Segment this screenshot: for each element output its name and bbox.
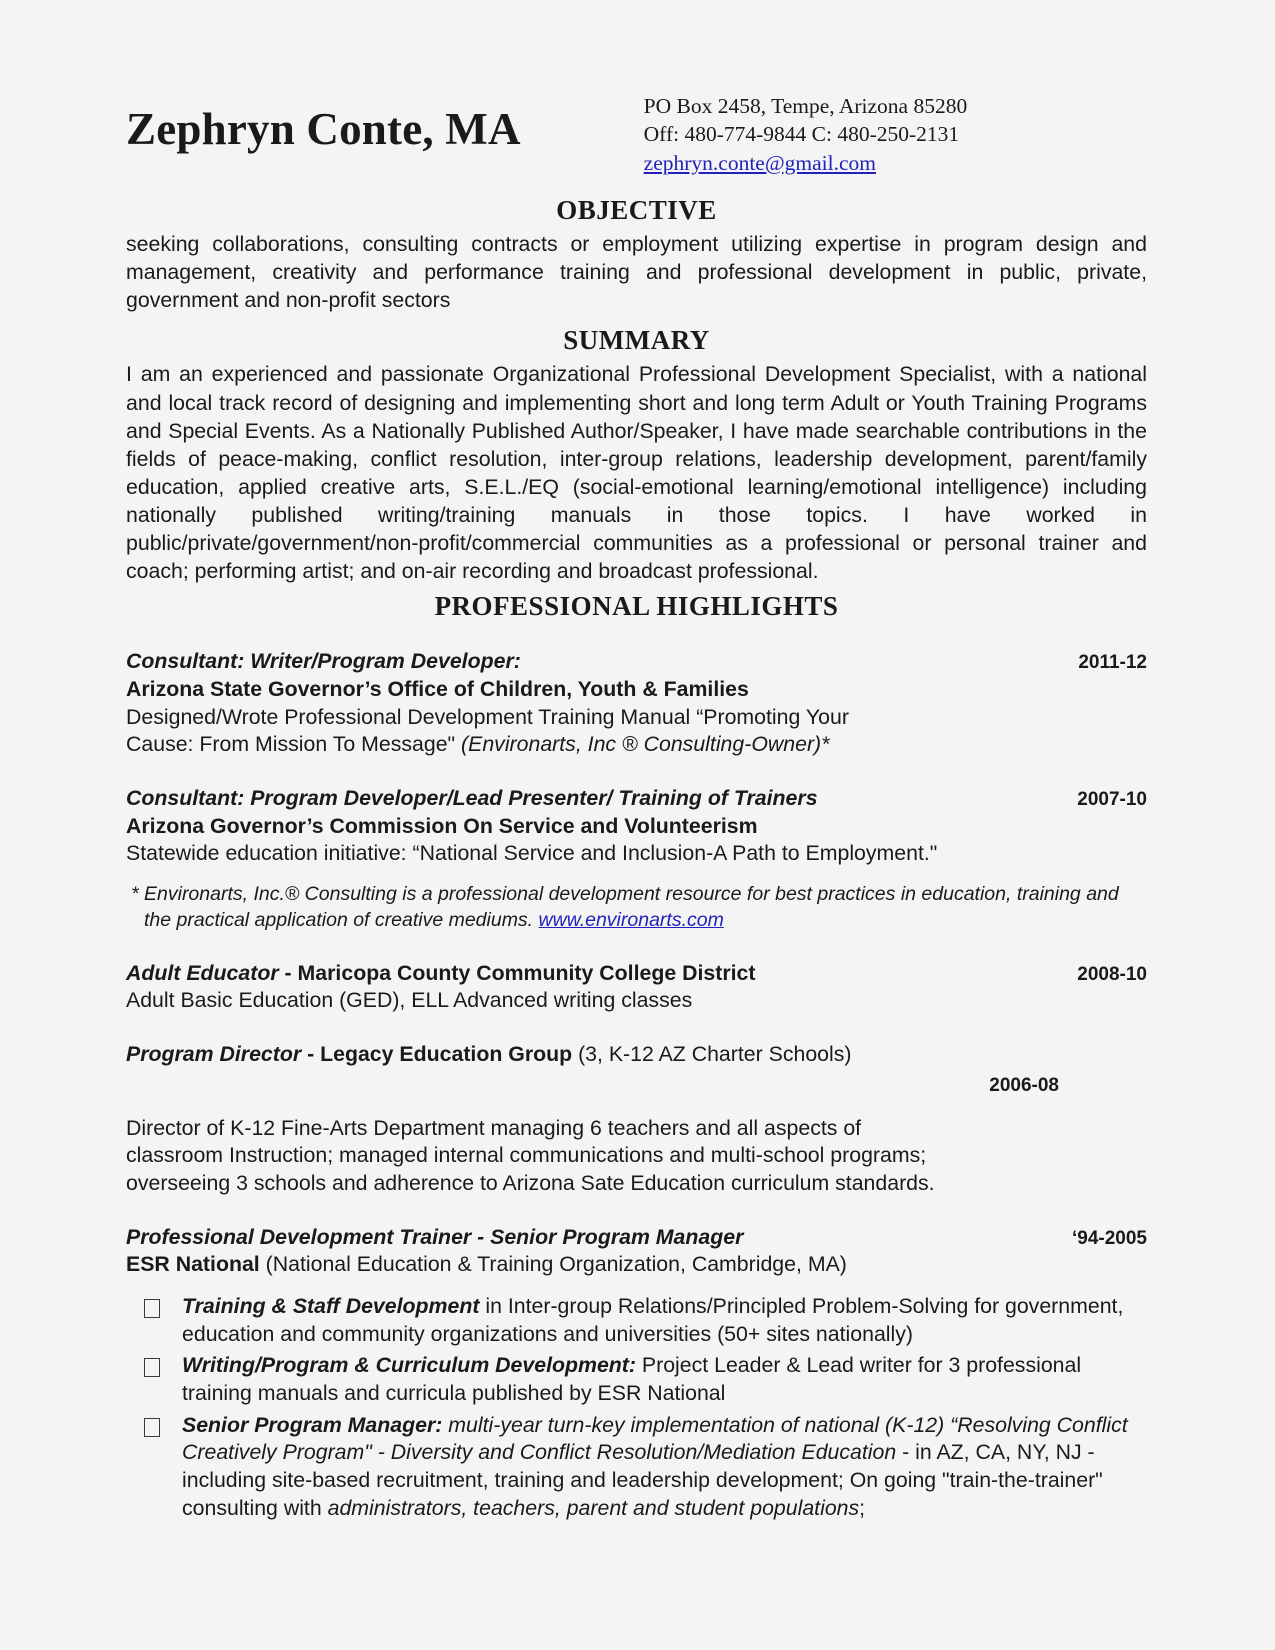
summary-text: I am an experienced and passionate Organizational Professional Development Specialist, with a national and local track record of designing and implementing short and long term Adult or Youth Training Programs and Special Events. As a Nationally Published Author/Speaker, I have made searchable contributions in the fields of peace-making, conflict resolution, inter-group relations, leadership development, parent/family education, applied creative arts, S.E.L./EQ (social-emotional learning/emotional intelligence) including nationally published writing/training manuals in those topics. I have worked in public/private/government/non-profit/commercial communities as a professional or personal trainer and coach; performing artist; and on-air recording and broadcast professional. <box>126 362 1147 584</box>
list-item-text <box>182 1412 1147 1523</box>
list-item-lead: Senior Program Manager: <box>182 1412 443 1437</box>
footnote-website-link[interactable]: www.environarts.com <box>538 908 724 931</box>
list-item <box>126 1412 1147 1523</box>
job-title-role: Program Director <box>126 1041 302 1066</box>
job-organization: Arizona State Governor’s Office of Children, Youth & Families <box>126 677 749 701</box>
job-entry <box>126 648 1147 759</box>
resume-header <box>126 0 1147 177</box>
job-entry <box>126 960 1147 1015</box>
job-title-detail: (3, K-12 AZ Charter Schools) <box>572 1041 852 1066</box>
list-item-rest: in Inter-group Relations/Principled Problem-Solving for government, education and community organizations and universities (50+ sites nationally) <box>182 1293 1124 1346</box>
list-item-lead: Training & Staff Development <box>182 1293 480 1318</box>
job-title: Consultant: Program Developer/Lead Presenter/ Training of Trainers <box>126 786 818 811</box>
job-title-row <box>126 785 1147 813</box>
job-date: 2007-10 <box>1077 789 1147 811</box>
job-description-plain: Cause: From Mission To Message" <box>126 732 462 757</box>
job-organization-name: ESR National <box>126 1252 260 1277</box>
list-item <box>126 1352 1147 1407</box>
job-title-row <box>126 1224 1147 1252</box>
objective-heading: OBJECTIVE <box>556 195 717 226</box>
bullet-list <box>126 1293 1147 1522</box>
job-date: 2008-10 <box>1077 963 1147 985</box>
contact-address: PO Box 2458, Tempe, Arizona 85280 <box>643 94 968 118</box>
list-item-tail: ; <box>859 1495 866 1520</box>
job-title <box>126 1041 1147 1069</box>
job-date: ‘94-2005 <box>1071 1227 1147 1249</box>
job-description-line: overseeing 3 schools and adherence to Arizona Sate Education curriculum standards. <box>126 1170 935 1195</box>
job-description-line <box>126 731 1147 759</box>
job-description-line: Adult Basic Education (GED), ELL Advanced writing classes <box>126 988 693 1013</box>
job-title-role: Adult Educator <box>126 960 285 985</box>
objective-text: seeking collaborations, consulting contracts or employment utilizing expertise in program design and management, creativity and performance training and professional development in public, private, government and non-profit sectors <box>126 232 1147 313</box>
job-title-org: - Legacy Education Group <box>301 1041 573 1066</box>
job-description-line: classroom Instruction; managed internal communications and multi-school programs; <box>126 1143 927 1168</box>
job-date: 2011-12 <box>1078 652 1147 674</box>
list-item-rest: Project Leader & Lead writer for 3 professional training manuals and curricula published by ESR National <box>182 1353 1082 1405</box>
job-description-italic: (Environarts, Inc ® Consulting-Owner)* <box>461 732 830 757</box>
empty-square-bullet-icon <box>144 1358 160 1377</box>
job-entry <box>126 1041 1147 1198</box>
job-title-row <box>126 960 1147 988</box>
list-item-tail-italic: administrators, teachers, parent and student populations <box>327 1495 860 1520</box>
job-organization-detail: (National Education & Training Organization, Cambridge, MA) <box>259 1252 847 1277</box>
empty-square-bullet-icon <box>144 1299 160 1318</box>
job-title-row <box>126 648 1147 676</box>
list-item <box>126 1293 1147 1348</box>
list-item-lead: Writing/Program & Curriculum Development: <box>182 1353 636 1378</box>
job-description-line: Statewide education initiative: “National Service and Inclusion-A Path to Employment." <box>126 841 938 866</box>
list-item-rest: - in AZ, CA, NY, NJ - including site-based recruitment, training and leadership development; On going "train-the-trainer" consulting with <box>182 1440 1103 1520</box>
job-description-line: Director of K-12 Fine-Arts Department managing 6 teachers and all aspects of <box>126 1115 862 1140</box>
job-organization <box>126 1251 1147 1279</box>
list-item-text <box>182 1293 1147 1348</box>
candidate-name: Zephryn Conte, MA <box>126 104 521 154</box>
job-title: Professional Development Trainer - Senior Program Manager <box>126 1224 744 1249</box>
contact-email-link[interactable]: zephryn.conte@gmail.com <box>643 150 876 175</box>
job-entry <box>126 785 1147 868</box>
job-organization: Arizona Governor’s Commission On Service and Volunteerism <box>126 813 758 838</box>
job-entry <box>126 1224 1147 1523</box>
job-title <box>126 960 756 988</box>
list-item-text <box>182 1352 1147 1407</box>
contact-phones: Off: 480-774-9844 C: 480-250-2131 <box>643 122 960 147</box>
highlights-heading: PROFESSIONAL HIGHLIGHTS <box>434 591 839 622</box>
footnote <box>126 882 1147 933</box>
contact-block <box>644 88 968 177</box>
job-description-line: Designed/Wrote Professional Development Training Manual “Promoting Your <box>126 704 849 729</box>
footnote-text: * Environarts, Inc.® Consulting is a professional development resource for best practices in education, training and the practical application of creative mediums. <box>131 883 1119 931</box>
list-item-rest-italic: multi-year turn-key implementation of national (K-12) “Resolving Conflict Creatively Program" - Diversity and Conflict Resolution/Mediation Education <box>182 1412 1128 1465</box>
summary-heading: SUMMARY <box>563 325 710 356</box>
job-title: Consultant: Writer/Program Developer: <box>126 649 521 674</box>
job-date: 2006-08 <box>989 1074 1059 1096</box>
job-title-org: - Maricopa County Community College District <box>284 960 756 985</box>
empty-square-bullet-icon <box>144 1418 160 1437</box>
